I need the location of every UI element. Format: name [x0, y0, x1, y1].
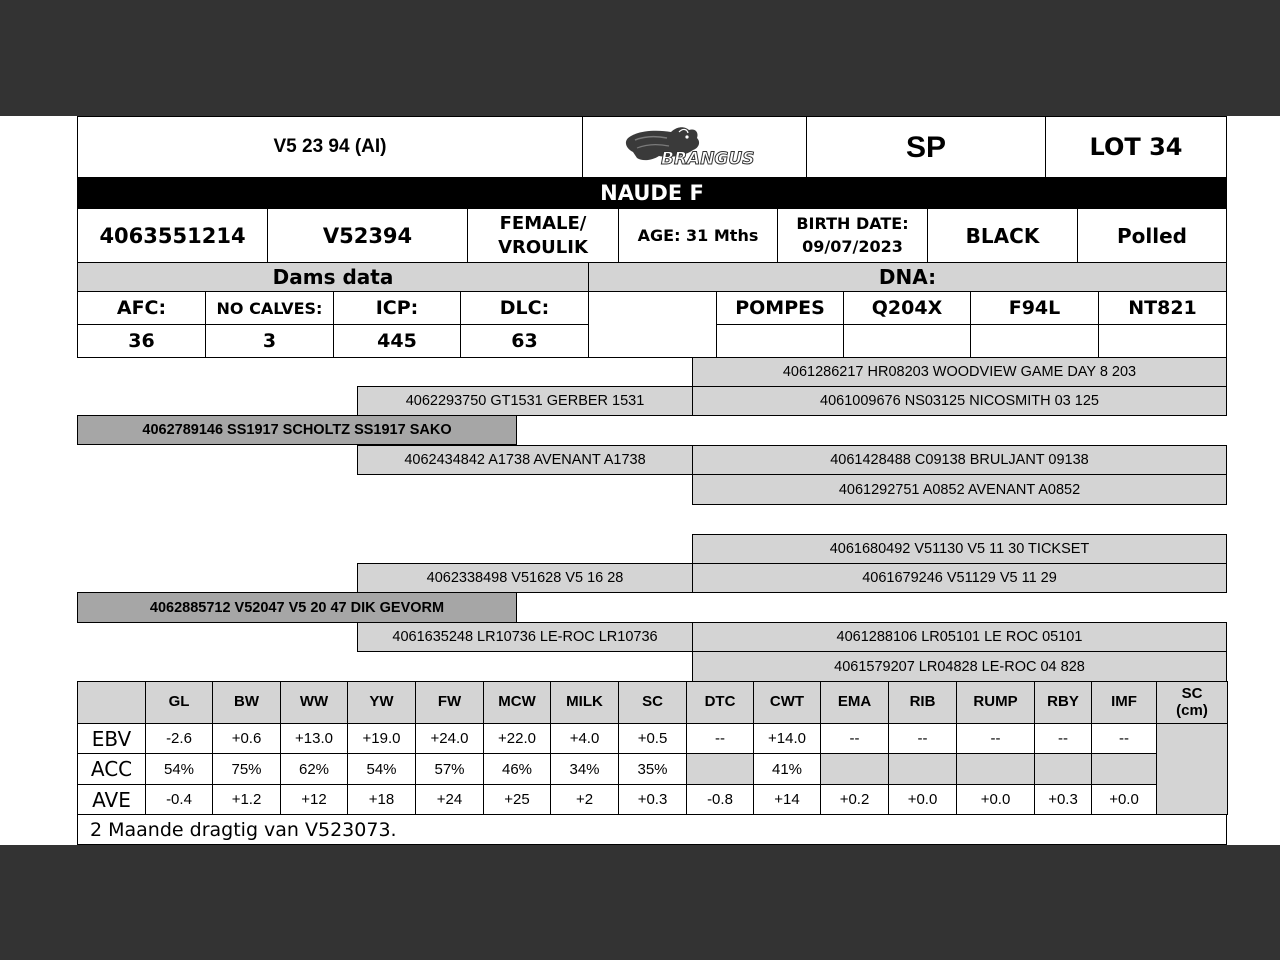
trait-value-ebv-dtc: -- — [686, 723, 754, 754]
pedigree-sire-dam: 4062434842 A1738 AVENANT A1738 — [357, 445, 693, 475]
trait-value-ebv-cwt: +14.0 — [753, 723, 821, 754]
pedigree-sire-dam-sire: 4061428488 C09138 BRULJANT 09138 — [692, 445, 1227, 475]
trait-header-rby: RBY — [1034, 681, 1092, 724]
age: AGE: 31 Mths — [637, 226, 759, 245]
dams-label-icp: ICP: — [333, 291, 461, 325]
sex-cell — [467, 208, 619, 263]
trait-value-ebv-rib: -- — [888, 723, 957, 754]
trait-value-acc-rib — [888, 753, 957, 785]
tag-cell — [267, 208, 468, 263]
trait-value-ebv-yw: +19.0 — [347, 723, 416, 754]
trait-header-mcw: MCW — [483, 681, 551, 724]
dams-value-dlc: 63 — [460, 324, 589, 358]
note-cell — [77, 814, 1227, 845]
birth-date: 09/07/2023 — [802, 236, 903, 256]
class-code-cell — [806, 116, 1046, 178]
trait-value-acc-cwt: 41% — [753, 753, 821, 785]
tag-number: V52394 — [322, 223, 413, 248]
trait-header-ww: WW — [280, 681, 348, 724]
brangus-logo — [582, 116, 807, 178]
breeder-banner — [77, 177, 1227, 209]
trait-value-ebv-rump: -- — [956, 723, 1035, 754]
trait-header-sc-cm-: SC (cm) — [1156, 681, 1228, 724]
animal-id: V5 23 94 (AI) — [273, 135, 387, 157]
trait-value-acc-yw: 54% — [347, 753, 416, 785]
trait-value-ave-ww: +12 — [280, 784, 348, 815]
dna-value-nt821 — [1098, 324, 1227, 358]
trait-header-dtc: DTC — [686, 681, 754, 724]
dams-label-calves: NO CALVES: — [205, 291, 334, 325]
class-code: SP — [905, 130, 947, 164]
trait-value-ave-fw: +24 — [415, 784, 484, 815]
trait-header-imf: IMF — [1091, 681, 1157, 724]
horn-status-cell — [1077, 208, 1227, 263]
trait-value-ave-ema: +0.2 — [820, 784, 889, 815]
pedigree-dam-sire-dam: 4061679246 V51129 V5 11 29 — [692, 563, 1227, 593]
pedigree-sire-dam-dam: 4061292751 A0852 AVENANT A0852 — [692, 474, 1227, 505]
colour: BLACK — [965, 223, 1040, 248]
trait-value-ebv-ww: +13.0 — [280, 723, 348, 754]
trait-value-acc-mcw: 46% — [483, 753, 551, 785]
pedigree-dam-dam-sire: 4061288106 LR05101 LE ROC 05101 — [692, 622, 1227, 652]
trait-header-bw: BW — [212, 681, 281, 724]
trait-value-ebv-bw: +0.6 — [212, 723, 281, 754]
trait-value-ave-rby: +0.3 — [1034, 784, 1092, 815]
trait-value-ave-dtc: -0.8 — [686, 784, 754, 815]
lot-sheet — [0, 116, 1280, 845]
trait-value-ave-bw: +1.2 — [212, 784, 281, 815]
trait-value-ebv-gl: -2.6 — [145, 723, 213, 754]
dams-value-afc: 36 — [77, 324, 206, 358]
trait-value-ave-milk: +2 — [550, 784, 619, 815]
trait-value-acc-dtc — [686, 753, 754, 785]
age-cell — [618, 208, 778, 263]
trait-value-acc-ww: 62% — [280, 753, 348, 785]
trait-value-ebv-fw: +24.0 — [415, 723, 484, 754]
trait-value-acc-milk: 34% — [550, 753, 619, 785]
trait-value-ave-imf: +0.0 — [1091, 784, 1157, 815]
trait-value-ebv-rby: -- — [1034, 723, 1092, 754]
trait-row-label-acc: ACC — [77, 753, 146, 785]
traits-corner-cell — [77, 681, 146, 724]
trait-value-acc-rby — [1034, 753, 1092, 785]
bull-logo-icon — [615, 122, 775, 172]
trait-header-sc: SC — [618, 681, 687, 724]
svg-text:BRANGUS: BRANGUS — [660, 149, 754, 169]
dna-value-q204x — [843, 324, 971, 358]
dams-value-icp: 445 — [333, 324, 461, 358]
trait-value-ave-gl: -0.4 — [145, 784, 213, 815]
trait-header-milk: MILK — [550, 681, 619, 724]
birth-date-label: BIRTH DATE: — [796, 214, 909, 234]
pedigree-dam-dam: 4061635248 LR10736 LE-ROC LR10736 — [357, 622, 693, 652]
trait-header-rib: RIB — [888, 681, 957, 724]
trait-value-acc-sc: 35% — [618, 753, 687, 785]
trait-header-ema: EMA — [820, 681, 889, 724]
trait-row-label-ave: AVE — [77, 784, 146, 815]
pedigree-sire-sire-sire: 4061286217 HR08203 WOODVIEW GAME DAY 8 203 — [692, 357, 1227, 387]
birth-date-cell — [777, 208, 928, 263]
trait-sc-cm-values — [1156, 723, 1228, 815]
dna-label-f94l: F94L — [970, 291, 1099, 325]
dams-title-cell — [77, 262, 589, 292]
dna-label-pompes: POMPES — [716, 291, 844, 325]
trait-header-fw: FW — [415, 681, 484, 724]
dna-title: DNA: — [878, 265, 937, 289]
trait-value-ebv-imf: -- — [1091, 723, 1157, 754]
trait-value-acc-ema — [820, 753, 889, 785]
trait-value-acc-bw: 75% — [212, 753, 281, 785]
trait-header-cwt: CWT — [753, 681, 821, 724]
dna-value-pompes — [716, 324, 844, 358]
trait-header-yw: YW — [347, 681, 416, 724]
dna-blank-cell — [588, 291, 717, 358]
pedigree-dam-sire: 4062338498 V51628 V5 16 28 — [357, 563, 693, 593]
pedigree-sire-sire-dam: 4061009676 NS03125 NICOSMITH 03 125 — [692, 386, 1227, 416]
trait-value-ebv-milk: +4.0 — [550, 723, 619, 754]
trait-header-gl: GL — [145, 681, 213, 724]
dams-label-dlc: DLC: — [460, 291, 589, 325]
breeder-name: NAUDE F — [600, 181, 704, 205]
dams-value-calves: 3 — [205, 324, 334, 358]
trait-value-acc-rump — [956, 753, 1035, 785]
trait-value-acc-gl: 54% — [145, 753, 213, 785]
dna-value-f94l — [970, 324, 1099, 358]
trait-value-acc-fw: 57% — [415, 753, 484, 785]
sex: FEMALE/ VROULIK — [498, 213, 588, 258]
trait-header-rump: RUMP — [956, 681, 1035, 724]
colour-cell — [927, 208, 1078, 263]
trait-value-acc-imf — [1091, 753, 1157, 785]
animal-id-cell — [77, 116, 583, 178]
pedigree-dam: 4062885712 V52047 V5 20 47 DIK GEVORM — [77, 592, 517, 623]
dna-title-cell — [588, 262, 1227, 292]
trait-value-ave-rump: +0.0 — [956, 784, 1035, 815]
dna-label-q204x: Q204X — [843, 291, 971, 325]
trait-value-ave-mcw: +25 — [483, 784, 551, 815]
dams-title: Dams data — [272, 265, 394, 289]
trait-value-ave-cwt: +14 — [753, 784, 821, 815]
note-text: 2 Maande dragtig van V523073. — [90, 818, 397, 841]
trait-value-ebv-ema: -- — [820, 723, 889, 754]
pedigree-sire: 4062789146 SS1917 SCHOLTZ SS1917 SAKO — [77, 415, 517, 445]
dna-label-nt821: NT821 — [1098, 291, 1227, 325]
pedigree-sire-sire: 4062293750 GT1531 GERBER 1531 — [357, 386, 693, 416]
trait-value-ebv-mcw: +22.0 — [483, 723, 551, 754]
trait-row-label-ebv: EBV — [77, 723, 146, 754]
lot-number: LOT 34 — [1089, 133, 1183, 161]
reg-number: 4063551214 — [99, 223, 246, 248]
lot-cell — [1045, 116, 1227, 178]
trait-value-ave-yw: +18 — [347, 784, 416, 815]
pedigree-dam-sire-sire: 4061680492 V51130 V5 11 30 TICKSET — [692, 534, 1227, 564]
dams-label-afc: AFC: — [77, 291, 206, 325]
reg-number-cell — [77, 208, 268, 263]
horn-status: Polled — [1117, 223, 1187, 248]
trait-value-ave-rib: +0.0 — [888, 784, 957, 815]
trait-value-ebv-sc: +0.5 — [618, 723, 687, 754]
pedigree-dam-dam-dam: 4061579207 LR04828 LE-ROC 04 828 — [692, 651, 1227, 682]
trait-value-ave-sc: +0.3 — [618, 784, 687, 815]
